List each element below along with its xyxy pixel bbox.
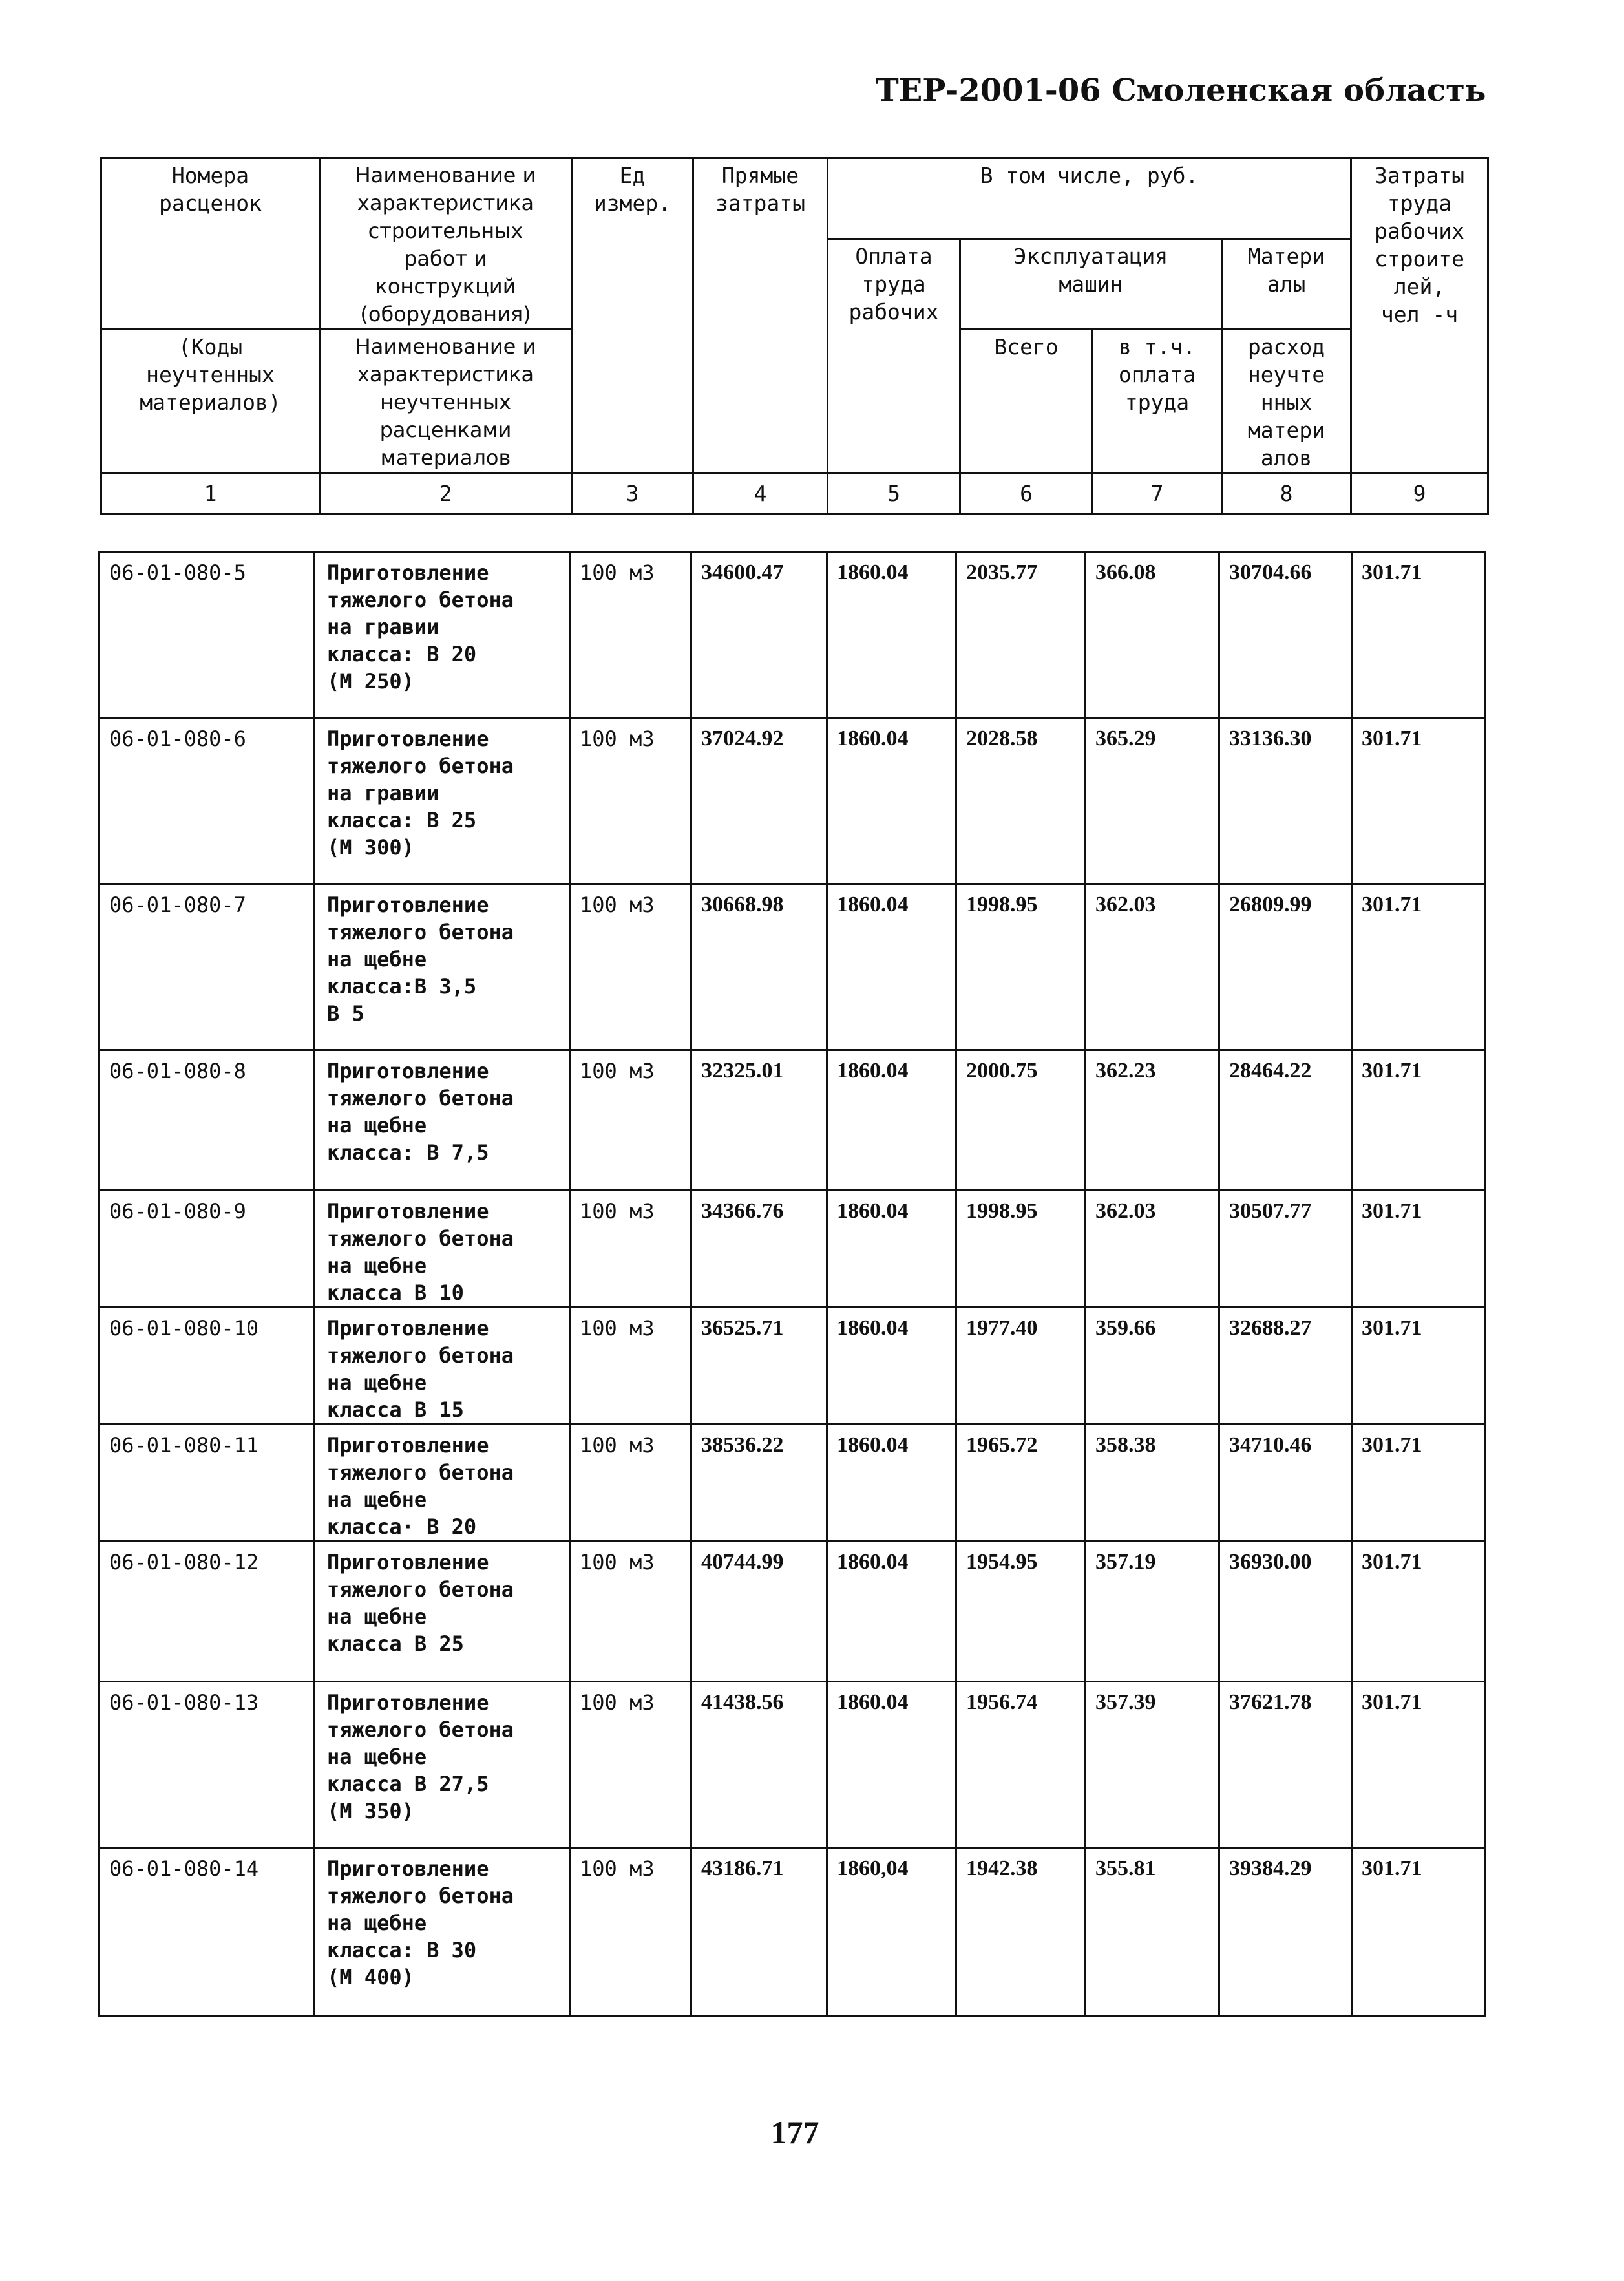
cell-unit: 100 м3 [570,1308,691,1425]
rates-table [98,551,1486,2017]
rate-code: 06-01-080-7 [100,884,315,1050]
cell-materials: 30704.66 [1219,552,1352,718]
table-row [100,884,1486,1050]
cell-machines-total: 2000.75 [956,1050,1086,1191]
cell-labor-hours: 301.71 [1352,1848,1486,2016]
cell-unit: 100 м3 [570,1191,691,1308]
cell-direct: 32325.01 [691,1050,827,1191]
cell-machines-labor: 355.81 [1086,1848,1219,2016]
cell-machines-labor: 357.39 [1086,1682,1219,1848]
rate-name-line: класса В 25 [327,1631,464,1656]
cell-direct: 43186.71 [691,1848,827,2016]
cell-labor-hours: 301.71 [1352,1542,1486,1682]
header-col-machines-labor: в т.ч. оплата труда [1093,330,1222,473]
rate-name-line: на гравии [327,615,439,639]
table-row [100,1848,1486,2016]
rate-name-line: на щебне [327,1253,427,1278]
rate-code: 06-01-080-13 [100,1682,315,1848]
rate-name-line: класса В 27,5 [327,1772,489,1796]
cell-machines-total: 1956.74 [956,1682,1086,1848]
cell-direct: 40744.99 [691,1542,827,1682]
table-row [100,1425,1486,1542]
cell-labor-hours: 301.71 [1352,718,1486,884]
cell-materials: 30507.77 [1219,1191,1352,1308]
table-header [100,157,1489,515]
cell-labor-hours: 301.71 [1352,1050,1486,1191]
rate-name-line: класса: В 25 [327,808,477,833]
column-number: 3 [572,473,693,514]
cell-unit: 100 м3 [570,1848,691,2016]
column-number: 7 [1093,473,1222,514]
rate-name-line: Приготовление [327,1690,489,1715]
rate-name-line: Приготовление [327,727,489,751]
header-col-labor-hours: Затраты труда рабочих строите лей, чел -ч [1351,158,1488,473]
header-col-labor: Оплата труда рабочих [828,239,960,473]
rate-name-line: на щебне [327,1487,427,1512]
rate-name-line: класса:В 3,5 [327,974,477,999]
document-title: ТЕР-2001-06 Смоленская область [876,72,1486,109]
header-group-including: В том числе, руб. [828,158,1351,239]
column-number: 8 [1222,473,1351,514]
rate-code: 06-01-080-8 [100,1050,315,1191]
rate-code: 06-01-080-10 [100,1308,315,1425]
rate-name-line: класса: В 20 [327,642,477,666]
cell-machines-total: 1977.40 [956,1308,1086,1425]
cell-labor-hours: 301.71 [1352,884,1486,1050]
cell-direct: 36525.71 [691,1308,827,1425]
header-col-machines-total: Всего [960,330,1093,473]
rate-name-line: тяжелого бетона [327,920,514,944]
column-number: 9 [1351,473,1488,514]
cell-direct: 41438.56 [691,1682,827,1848]
cell-materials: 28464.22 [1219,1050,1352,1191]
rate-name-line: тяжелого бетона [327,1883,514,1908]
cell-machines-total: 2035.77 [956,552,1086,718]
table-row [100,1542,1486,1682]
rate-name-line: тяжелого бетона [327,1086,514,1110]
column-number: 6 [960,473,1093,514]
cell-machines-labor: 365.29 [1086,718,1219,884]
cell-materials: 32688.27 [1219,1308,1352,1425]
cell-unit: 100 м3 [570,718,691,884]
rate-name [315,552,570,718]
rate-code: 06-01-080-5 [100,552,315,718]
rate-name [315,1848,570,2016]
cell-unit: 100 м3 [570,552,691,718]
rate-name-line: на щебне [327,1113,427,1138]
rate-name-line: (М 400) [327,1965,414,1989]
rate-name [315,1050,570,1191]
cell-machines-labor: 359.66 [1086,1308,1219,1425]
rate-name [315,1425,570,1542]
cell-labor: 1860.04 [827,718,956,884]
cell-labor: 1860.04 [827,1050,956,1191]
cell-unit: 100 м3 [570,1682,691,1848]
rate-name-line: (М 300) [327,835,414,860]
rate-name-line: тяжелого бетона [327,1343,514,1368]
rate-name-line: тяжелого бетона [327,1226,514,1251]
cell-machines-labor: 362.23 [1086,1050,1219,1191]
rate-code: 06-01-080-6 [100,718,315,884]
cell-materials: 36930.00 [1219,1542,1352,1682]
column-number: 1 [101,473,320,514]
header-col-materials: Матери алы [1222,239,1351,330]
rate-name [315,1308,570,1425]
cell-direct: 34600.47 [691,552,827,718]
cell-labor: 1860.04 [827,1682,956,1848]
rate-name-line: на щебне [327,1745,427,1769]
rate-name-line: на щебне [327,1911,427,1935]
cell-materials: 26809.99 [1219,884,1352,1050]
column-number: 2 [320,473,572,514]
cell-machines-labor: 357.19 [1086,1542,1219,1682]
rate-name-line: на гравии [327,781,439,805]
rate-name-line: класса· В 20 [327,1514,477,1539]
cell-machines-labor: 362.03 [1086,884,1219,1050]
cell-labor-hours: 301.71 [1352,1308,1486,1425]
cell-machines-labor: 366.08 [1086,552,1219,718]
rate-code: 06-01-080-11 [100,1425,315,1542]
rate-name-line: В 5 [327,1001,364,1026]
cell-direct: 34366.76 [691,1191,827,1308]
cell-labor: 1860.04 [827,1425,956,1542]
header-col-unaccounted-name: Наименование и характеристика неучтенных расценками материалов [320,330,572,473]
cell-labor: 1860.04 [827,1191,956,1308]
cell-machines-total: 1954.95 [956,1542,1086,1682]
rate-name-line: на щебне [327,1370,427,1395]
page-number: 177 [770,2114,819,2150]
rate-name-line: Приготовление [327,560,489,585]
table-row [100,1050,1486,1191]
column-number: 5 [828,473,960,514]
cell-machines-labor: 358.38 [1086,1425,1219,1542]
cell-materials: 34710.46 [1219,1425,1352,1542]
cell-direct: 30668.98 [691,884,827,1050]
cell-labor-hours: 301.71 [1352,1682,1486,1848]
rate-name-line: тяжелого бетона [327,588,514,612]
rate-name-line: тяжелого бетона [327,1577,514,1602]
rate-name-line: Приготовление [327,1316,489,1341]
cell-materials: 39384.29 [1219,1848,1352,2016]
rate-code: 06-01-080-9 [100,1191,315,1308]
cell-unit: 100 м3 [570,1425,691,1542]
cell-materials: 33136.30 [1219,718,1352,884]
rate-code: 06-01-080-14 [100,1848,315,2016]
table-row [100,1191,1486,1308]
cell-machines-total: 2028.58 [956,718,1086,884]
rate-name-line: класса В 10 [327,1280,464,1305]
table-row [100,718,1486,884]
rate-name-line: Приготовление [327,893,489,917]
cell-machines-total: 1942.38 [956,1848,1086,2016]
rate-name-line: класса: В 30 [327,1938,477,1962]
rate-name-line: на щебне [327,1604,427,1629]
cell-labor-hours: 301.71 [1352,1191,1486,1308]
header-col-unaccounted-materials: расход неучте нных матери алов [1222,330,1351,473]
rate-name-line: Приготовление [327,1199,489,1224]
header-col-codes: Номера расценок [101,158,320,330]
header-col-name: Наименование и характеристика строительных работ и конструкций (оборудования) [320,158,572,330]
table-row [100,552,1486,718]
cell-labor: 1860.04 [827,1542,956,1682]
rate-name-line: (М 250) [327,669,414,694]
rate-name [315,1682,570,1848]
header-group-machines: Эксплуатация машин [960,239,1222,330]
rate-name [315,718,570,884]
cell-machines-total: 1998.95 [956,1191,1086,1308]
cell-labor: 1860.04 [827,884,956,1050]
table-row [100,1682,1486,1848]
cell-labor: 1860.04 [827,552,956,718]
cell-unit: 100 м3 [570,1050,691,1191]
cell-labor: 1860.04 [827,1308,956,1425]
column-numbers-row [101,473,1488,514]
rate-name-line: класса: В 7,5 [327,1140,489,1165]
cell-machines-total: 1998.95 [956,884,1086,1050]
column-number: 4 [693,473,828,514]
cell-machines-labor: 362.03 [1086,1191,1219,1308]
cell-unit: 100 м3 [570,1542,691,1682]
cell-labor-hours: 301.71 [1352,552,1486,718]
rate-name-line: на щебне [327,947,427,971]
cell-labor: 1860,04 [827,1848,956,2016]
rate-name [315,1542,570,1682]
rate-name-line: Приготовление [327,1059,489,1083]
rate-name-line: тяжелого бетона [327,1460,514,1485]
header-col-unit: Ед измер. [572,158,693,473]
cell-direct: 37024.92 [691,718,827,884]
rate-name-line: Приготовление [327,1856,489,1881]
cell-materials: 37621.78 [1219,1682,1352,1848]
table-row [100,1308,1486,1425]
rate-name-line: Приготовление [327,1550,489,1575]
rate-code: 06-01-080-12 [100,1542,315,1682]
cell-labor-hours: 301.71 [1352,1425,1486,1542]
rate-name [315,1191,570,1308]
cell-direct: 38536.22 [691,1425,827,1542]
header-col-unaccounted-codes: (Коды неучтенных материалов) [101,330,320,473]
rate-name-line: класса В 15 [327,1397,464,1422]
rate-name-line: тяжелого бетона [327,754,514,778]
cell-machines-total: 1965.72 [956,1425,1086,1542]
cell-unit: 100 м3 [570,884,691,1050]
header-col-direct: Прямые затраты [693,158,828,473]
rate-name-line: Приготовление [327,1433,489,1458]
rate-name-line: тяжелого бетона [327,1717,514,1742]
rate-name-line: (М 350) [327,1799,414,1823]
rate-name [315,884,570,1050]
